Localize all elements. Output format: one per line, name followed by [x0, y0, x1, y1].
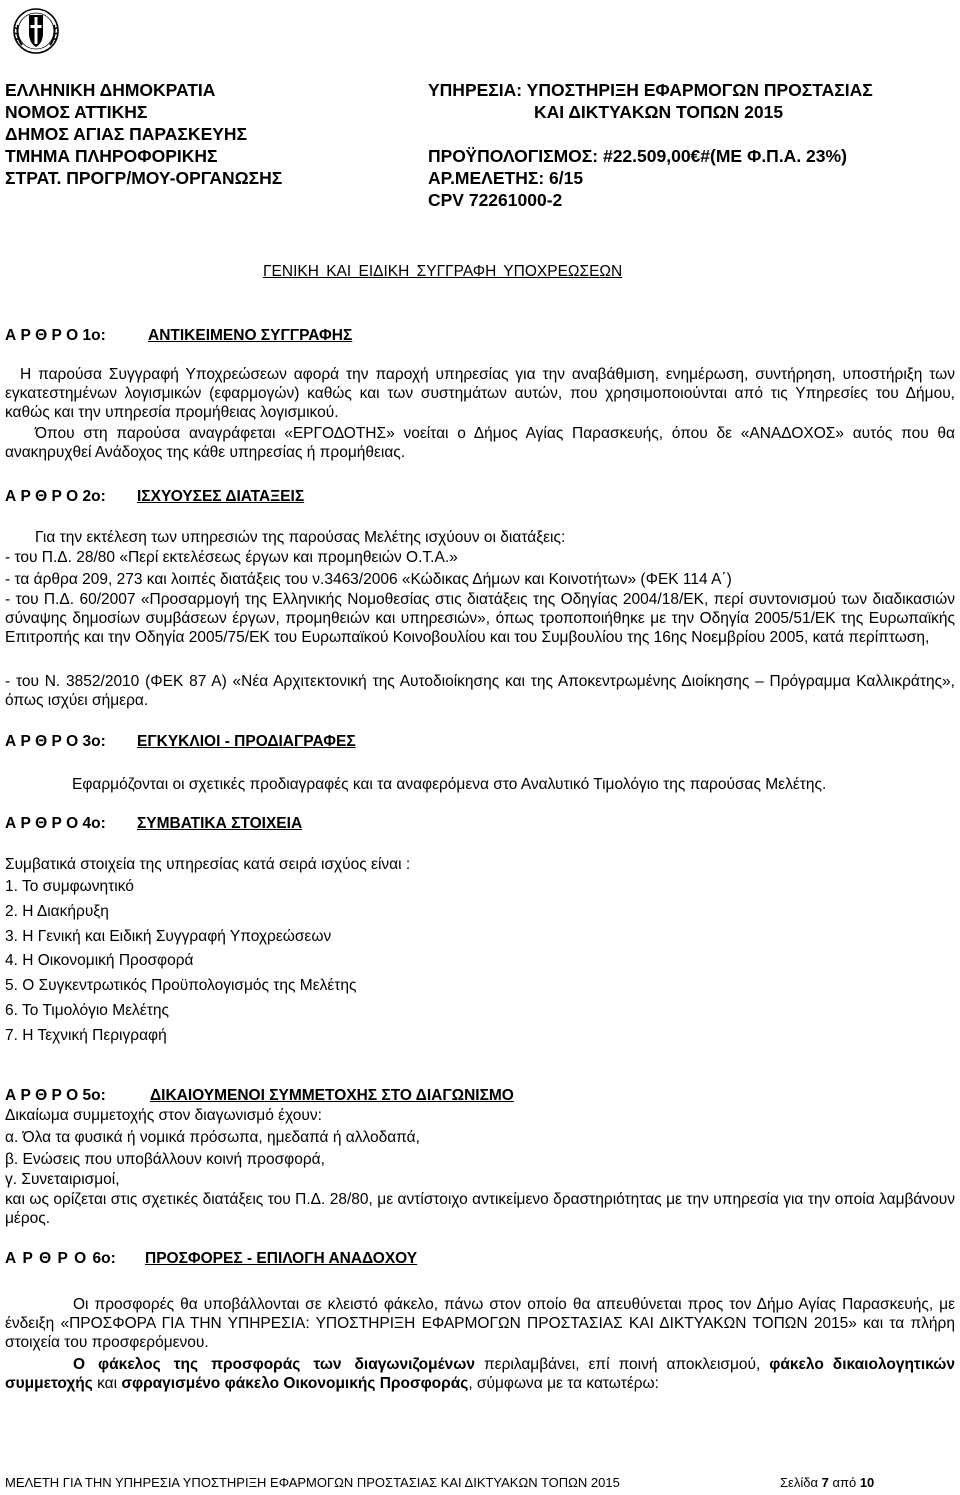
article-5-line-4: γ. Συνεταιρισμοί, — [5, 1171, 120, 1188]
article-5-line-5 — [5, 1190, 955, 1228]
footer-page-number: 7 — [821, 1475, 829, 1490]
article-4-label: Α Ρ Θ Ρ Ο 4ο: — [5, 815, 106, 832]
article-5-label: Α Ρ Θ Ρ Ο 5ο: — [5, 1087, 106, 1104]
article-4-item: 3. Η Γενική και Ειδική Συγγραφή Υποχρεώσεων — [5, 928, 332, 945]
article-1-title: ΑΝΤΙΚΕΙΜΕΝΟ ΣΥΓΓΡΑΦΗΣ — [148, 327, 353, 344]
article-4-item: 2. Η Διακήρυξη — [5, 903, 109, 920]
article-6-paragraph-2 — [5, 1355, 955, 1393]
article-1-label: Α Ρ Θ Ρ Ο 1ο: — [5, 327, 106, 344]
article-5-title: ΔΙΚΑΙΟΥΜΕΝΟΙ ΣΥΜΜΕΤΟΧΗΣ ΣΤΟ ΔΙΑΓΩΝΙΣΜΟ — [150, 1087, 514, 1104]
envelope-bold-3: σφραγισμένο φάκελο Οικονομικής Προσφοράς — [121, 1375, 469, 1392]
article-2-item-1: - του Π.Δ. 28/80 «Περί εκτελέσεως έργων και προμηθειών Ο.Τ.Α.» — [5, 549, 458, 566]
emblem-icon — [12, 3, 60, 55]
header-right-line-2: ΚΑΙ ΔΙΚΤΥΑΚΩΝ ΤΟΠΩΝ 2015 — [534, 102, 784, 122]
footer-page — [780, 1475, 874, 1490]
header-left-line-4: ΤΜΗΜΑ ΠΛΗΡΟΦΟΡΙΚΗΣ — [5, 146, 218, 166]
article-4-item: 4. Η Οικονομική Προσφορά — [5, 952, 194, 969]
article-1-text: Η παρούσα Συγγραφή Υποχρεώσεων αφορά την παροχή υπηρεσίας για την αναβάθμιση, ενημέρωση, συντήρηση, υποστήριξη των εγκατεστημένων λογισμικών (εφαρμογών) καθώς και των συστημάτων αυτών, που χρησιμοποιούνται από τις Υπηρεσίες του Δήμου, καθώς και την υπηρεσία προμήθειας λογισμικού. — [5, 366, 955, 421]
article-2-item-2: - τα άρθρα 209, 273 και λοιπές διατάξεις του ν.3463/2006 «Κώδικας Δήμων και Κοινοτήτων» (ΦΕΚ 114 Α΄) — [5, 571, 732, 588]
article-5-line-1: Δικαίωμα συμμετοχής στον διαγωνισμό έχουν: — [5, 1107, 322, 1124]
header-right-line-3: ΠΡΟΫΠΟΛΟΓΙΣΜΟΣ: #22.509,00€#(ΜΕ Φ.Π.Α. 23%) — [428, 146, 847, 166]
article-6-text-2f: , σύμφωνα με τα κατωτέρω: — [468, 1375, 659, 1392]
envelope-bold-2: φάκελο δικαιολογητικών συμμετοχής — [5, 1356, 956, 1392]
header-right-line-1: ΥΠΗΡΕΣΙΑ: ΥΠΟΣΤΗΡΙΞΗ ΕΦΑΡΜΟΓΩΝ ΠΡΟΣΤΑΣΙΑΣ — [428, 80, 873, 100]
article-4-item: 1. Το συμφωνητικό — [5, 878, 134, 895]
article-2-item-4 — [5, 672, 955, 710]
article-4-item: 6. Το Τιμολόγιο Μελέτης — [5, 1002, 169, 1019]
article-3-title: ΕΓΚΥΚΛΙΟΙ - ΠΡΟΔΙΑΓΡΑΦΕΣ — [137, 733, 356, 750]
article-2-item-4-text: - του Ν. 3852/2010 (ΦΕΚ 87 Α) «Νέα Αρχιτεκτονική της Αυτοδιοίκησης και της Αποκεντρωμένης Διοίκησης – Πρόγραμμα Καλλικράτης», όπως ισχύει σήμερα. — [5, 673, 955, 709]
header-right-line-4: ΑΡ.ΜΕΛΕΤΗΣ: 6/15 — [428, 168, 584, 188]
article-1-text-2: Όπου στη παρούσα αναγράφεται «ΕΡΓΟΔΟΤΗΣ» νοείται ο Δήμος Αγίας Παρασκευής, όπου δε «ΑΝΑΔΟΧΟΣ» αυτός που θα ανακηρυχθεί Ανάδοχος της κάθε υπηρεσίας ή προμήθειας. — [5, 425, 955, 461]
footer-left: ΜΕΛΕΤΗ ΓΙΑ ΤΗΝ ΥΠΗΡΕΣΙΑ ΥΠΟΣΤΗΡΙΞΗ ΕΦΑΡΜΟΓΩΝ ΠΡΟΣΤΑΣΙΑΣ ΚΑΙ ΔΙΚΤΥΑΚΩΝ ΤΟΠΩΝ 2015 — [5, 1475, 620, 1490]
article-4-intro: Συμβατικά στοιχεία της υπηρεσίας κατά σειρά ισχύος είναι : — [5, 856, 411, 873]
header-left-line-2: ΝΟΜΟΣ ΑΤΤΙΚΗΣ — [5, 102, 148, 122]
article-6-paragraph-1 — [5, 1295, 955, 1352]
article-6-label: Α Ρ Θ Ρ Ο 6ο: — [5, 1250, 116, 1267]
article-1-paragraph-2 — [5, 424, 955, 462]
article-6-title: ΠΡΟΣΦΟΡΕΣ - ΕΠΙΛΟΓΗ ΑΝΑΔΟΧΟΥ — [145, 1250, 418, 1267]
article-3-label: Α Ρ Θ Ρ Ο 3ο: — [5, 733, 106, 750]
article-5-line-5-text: και ως ορίζεται στις σχετικές διατάξεις του Π.Δ. 28/80, με αντίστοιχο αντικείμενο δραστηριότητας με την υπηρεσία για την οποία λαμβάνουν μέρος. — [5, 1191, 955, 1227]
article-2-label: Α Ρ Θ Ρ Ο 2ο: — [5, 488, 106, 505]
footer-page-word: Σελίδα — [780, 1475, 818, 1490]
header-left-line-5: ΣΤΡΑΤ. ΠΡΟΓΡ/ΜΟΥ-ΟΡΓΑΝΩΣΗΣ — [5, 168, 283, 188]
header-left-line-1: ΕΛΛΗΝΙΚΗ ΔΗΜΟΚΡΑΤΙΑ — [5, 80, 216, 100]
article-6-text: Οι προσφορές θα υποβάλλονται σε κλειστό φάκελο, πάνω στον οποίο θα απευθύνεται προς τον Δήμο Αγίας Παρασκευής, με ένδειξη «ΠΡΟΣΦΟΡΑ ΓΙΑ ΤΗΝ ΥΠΗΡΕΣΙΑ: ΥΠΟΣΤΗΡΙΞΗ ΕΦΑΡΜΟΓΩΝ ΠΡΟΣΤΑΣΙΑΣ ΚΑΙ ΔΙΚΤΥΑΚΩΝ ΤΟΠΩΝ 2015» και τα πλήρη στοιχεία του προσφερόμενου. — [5, 1296, 955, 1351]
article-6-text-2d: και — [92, 1375, 122, 1392]
article-6-text-2b: περιλαμβάνει, επί ποινή αποκλεισμού, — [474, 1356, 770, 1373]
article-2-item-3 — [5, 590, 955, 647]
article-5-line-3: β. Ενώσεις που υποβάλλουν κοινή προσφορά, — [5, 1151, 325, 1168]
header-left-line-3: ΔΗΜΟΣ ΑΓΙΑΣ ΠΑΡΑΣΚΕΥΗΣ — [5, 124, 248, 144]
greek-emblem — [12, 3, 60, 55]
envelope-bold-1: Ο φάκελος της προσφοράς των διαγωνιζομένων — [73, 1356, 475, 1373]
article-4-title: ΣΥΜΒΑΤΙΚΑ ΣΤΟΙΧΕΙΑ — [137, 815, 303, 832]
header-right-line-5: CPV 72261000-2 — [428, 190, 563, 210]
article-1-paragraph-1 — [5, 365, 955, 422]
footer-of-word: από — [832, 1475, 857, 1490]
article-2-intro: Για την εκτέλεση των υπηρεσιών της παρούσας Μελέτης ισχύουν οι διατάξεις: — [35, 529, 566, 546]
article-2-item-3-text: - του Π.Δ. 60/2007 «Προσαρμογή της Ελληνικής Νομοθεσίας στις διατάξεις της Οδηγίας 2004/18/ΕΚ, περί συντονισμού των διαδικασιών σύναψης δημοσίων συμβάσεων έργων, προμηθειών και υπηρεσιών», όπως τροποποιήθηκε με την Οδηγία 2005/51/ΕΚ της Ευρωπαϊκής Επιτροπής και την Οδηγία 2005/75/ΕΚ του Ευρωπαϊκού Κοινοβουλίου και του Συμβουλίου της 16ης Νοεμβρίου 2005, κατά περίπτωση, — [5, 591, 955, 646]
document-title: ΓΕΝΙΚΗ ΚΑΙ ΕΙΔΙΚΗ ΣΥΓΓΡΑΦΗ ΥΠΟΧΡΕΩΣΕΩΝ — [263, 263, 623, 280]
article-2-title: ΙΣΧΥΟΥΣΕΣ ΔΙΑΤΑΞΕΙΣ — [137, 488, 305, 505]
footer-page-total: 10 — [859, 1475, 875, 1490]
article-4-item: 5. Ο Συγκεντρωτικός Προϋπολογισμός της Μελέτης — [5, 977, 357, 994]
article-5-line-2: α. Όλα τα φυσικά ή νομικά πρόσωπα, ημεδαπά ή αλλοδαπά, — [5, 1129, 420, 1146]
article-4-item: 7. Η Τεχνική Περιγραφή — [5, 1027, 167, 1044]
article-6-text-2 — [5, 1355, 955, 1393]
article-3-text: Εφαρμόζονται οι σχετικές προδιαγραφές και τα αναφερόμενα στο Αναλυτικό Τιμολόγιο της παρούσας Μελέτης. — [72, 776, 827, 793]
